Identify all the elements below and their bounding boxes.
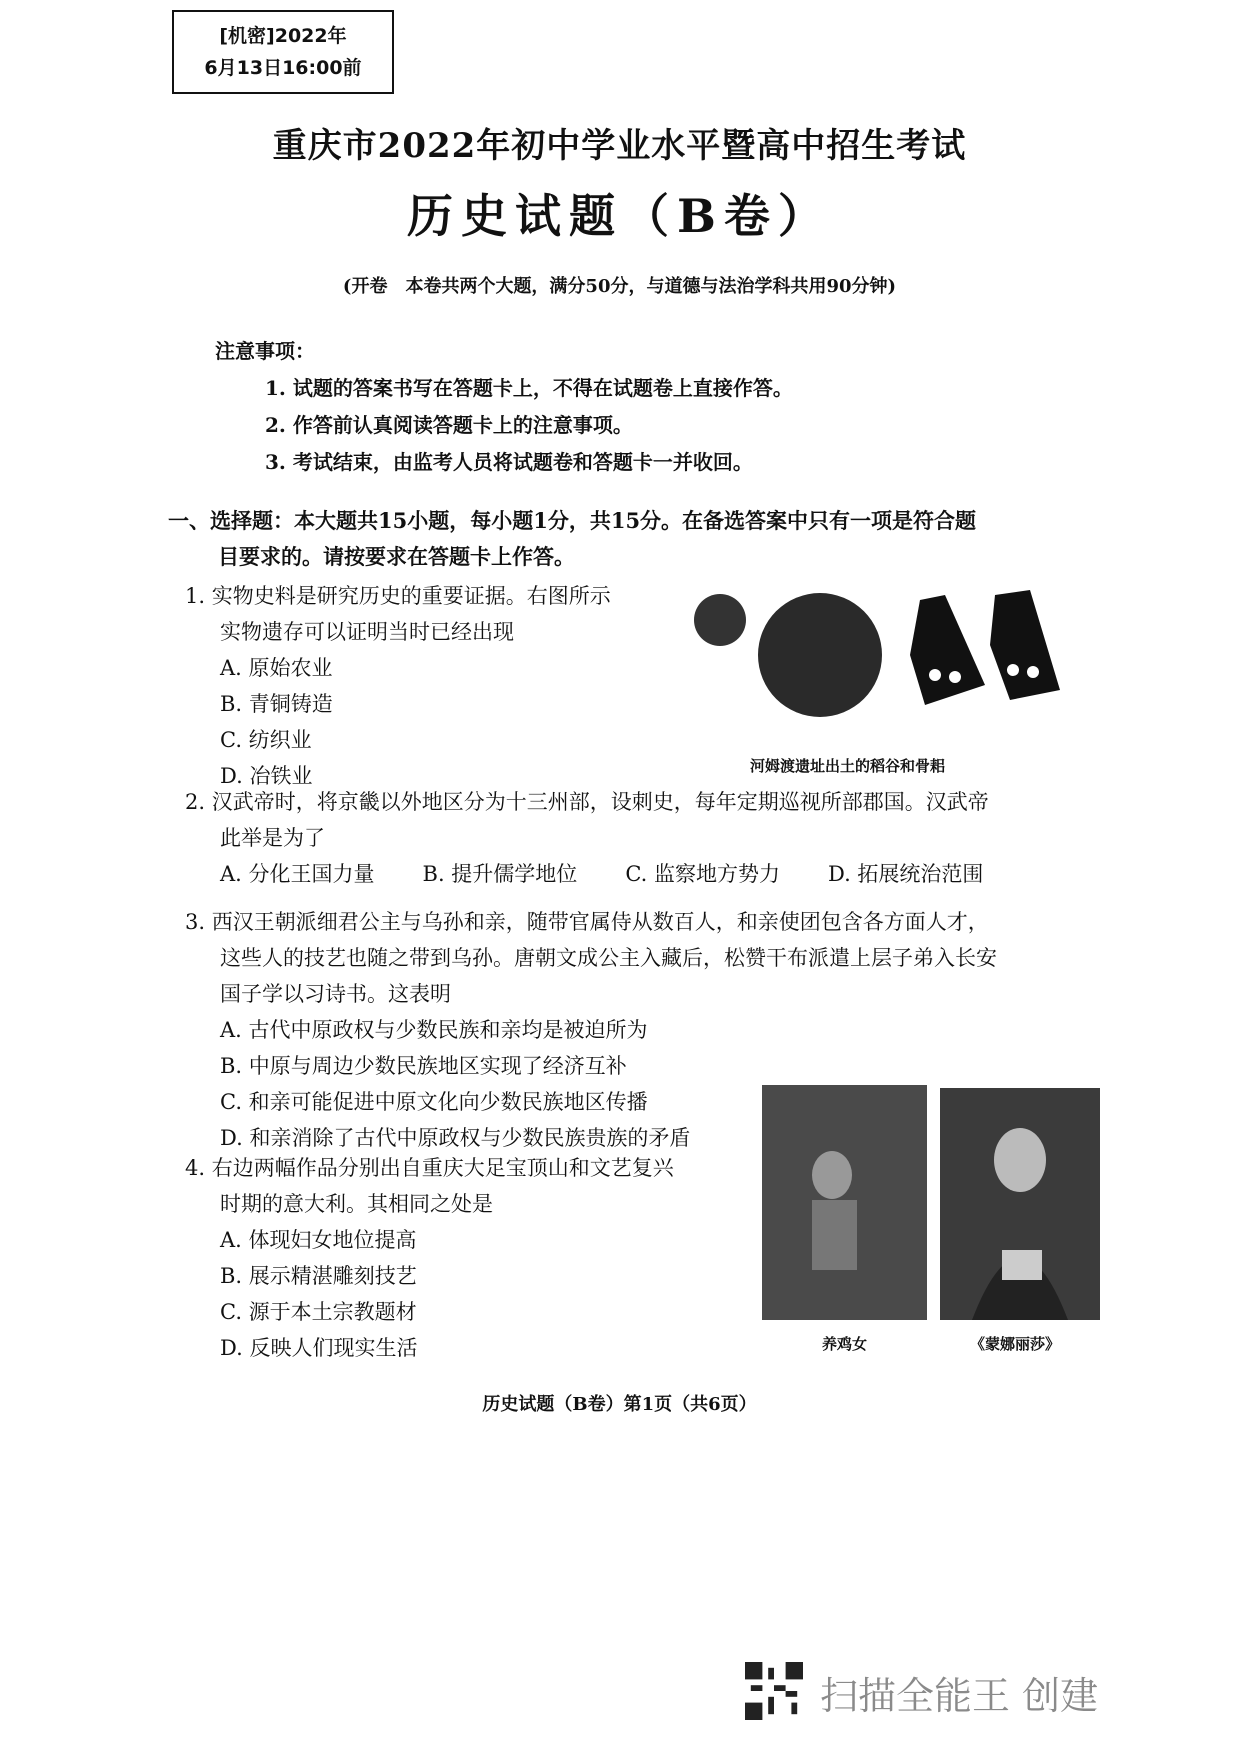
question-4 xyxy=(185,1150,745,1366)
question-text: 这些人的技艺也随之带到乌孙。唐朝文成公主入藏后，松赞干布派遣上层子弟入长安 xyxy=(220,946,997,970)
note-item: 2. 作答前认真阅读答题卡上的注意事项。 xyxy=(265,413,633,437)
artworks-images xyxy=(762,1085,1102,1325)
image-caption: 《蒙娜丽莎》 xyxy=(970,1335,1061,1353)
confidential-line-1: [机密]2022年 xyxy=(219,25,347,47)
option-b: B. 青铜铸造 xyxy=(220,692,333,716)
question-1 xyxy=(185,578,705,794)
notes xyxy=(215,335,793,475)
option-a: A. 体现妇女地位提高 xyxy=(220,1228,417,1252)
option-b: B. 展示精湛雕刻技艺 xyxy=(220,1264,417,1288)
question-text: 此举是为了 xyxy=(220,826,325,850)
paper-title: 历史试题（B卷） xyxy=(407,189,832,243)
option-a: A. 分化王国力量 xyxy=(220,862,375,886)
qr-code-icon xyxy=(745,1662,803,1720)
option-d: D. 冶铁业 xyxy=(220,764,313,788)
section-line-1: 一、选择题：本大题共15小题，每小题1分，共15分。在备选答案中只有一项是符合题 xyxy=(168,508,977,533)
question-text: 国子学以习诗书。这表明 xyxy=(220,982,451,1006)
option-d: D. 拓展统治范围 xyxy=(827,862,984,886)
question-text: 1. 实物史料是研究历史的重要证据。右图所示 xyxy=(185,584,611,608)
option-c: C. 监察地方势力 xyxy=(625,862,780,886)
exam-note: (开卷 本卷共两个大题，满分50分，与道德与法治学科共用90分钟) xyxy=(342,276,897,297)
option-a: A. 原始农业 xyxy=(220,656,333,680)
option-b: B. 提升儒学地位 xyxy=(422,862,578,886)
option-b: B. 中原与周边少数民族地区实现了经济互补 xyxy=(220,1054,627,1078)
note-item: 3. 考试结束，由监考人员将试题卷和答题卡一并收回。 xyxy=(265,450,753,474)
question-2 xyxy=(185,784,1105,892)
option-a: A. 古代中原政权与少数民族和亲均是被迫所为 xyxy=(220,1018,648,1042)
question-text: 2. 汉武帝时，将京畿以外地区分为十三州部，设刺史，每年定期巡视所部郡国。汉武帝 xyxy=(185,790,989,814)
option-d: D. 和亲消除了古代中原政权与少数民族贵族的矛盾 xyxy=(220,1126,691,1150)
confidential-box xyxy=(172,10,394,94)
image-caption: 养鸡女 xyxy=(822,1335,868,1353)
option-c: C. 纺织业 xyxy=(220,728,312,752)
image-caption: 河姆渡遗址出土的稻谷和骨耜 xyxy=(750,757,946,775)
notes-heading: 注意事项： xyxy=(215,339,315,363)
scanner-watermark: 扫描全能王 创建 xyxy=(820,1674,1099,1718)
options-row xyxy=(220,856,1105,892)
question-text: 时期的意大利。其相同之处是 xyxy=(220,1192,493,1216)
confidential-line-2: 6月13日16:00前 xyxy=(204,57,362,79)
note-item: 1. 试题的答案书写在答题卡上，不得在试题卷上直接作答。 xyxy=(265,376,793,400)
section-heading xyxy=(168,503,1098,575)
question-text: 3. 西汉王朝派细君公主与乌孙和亲，随带官属侍从数百人，和亲使团包含各方面人才， xyxy=(185,910,989,934)
option-c: C. 和亲可能促进中原文化向少数民族地区传播 xyxy=(220,1090,648,1114)
rice-and-bone-tools-image xyxy=(685,585,1085,755)
page-footer: 历史试题（B卷）第1页（共6页） xyxy=(482,1394,757,1415)
section-line-2: 目要求的。请按要求在答题卡上作答。 xyxy=(218,544,575,569)
option-c: C. 源于本土宗教题材 xyxy=(220,1300,417,1324)
exam-title: 重庆市2022年初中学业水平暨高中招生考试 xyxy=(272,126,967,166)
option-d: D. 反映人们现实生活 xyxy=(220,1336,418,1360)
question-text: 4. 右边两幅作品分别出自重庆大足宝顶山和文艺复兴 xyxy=(185,1156,674,1180)
question-text: 实物遗存可以证明当时已经出现 xyxy=(220,620,514,644)
